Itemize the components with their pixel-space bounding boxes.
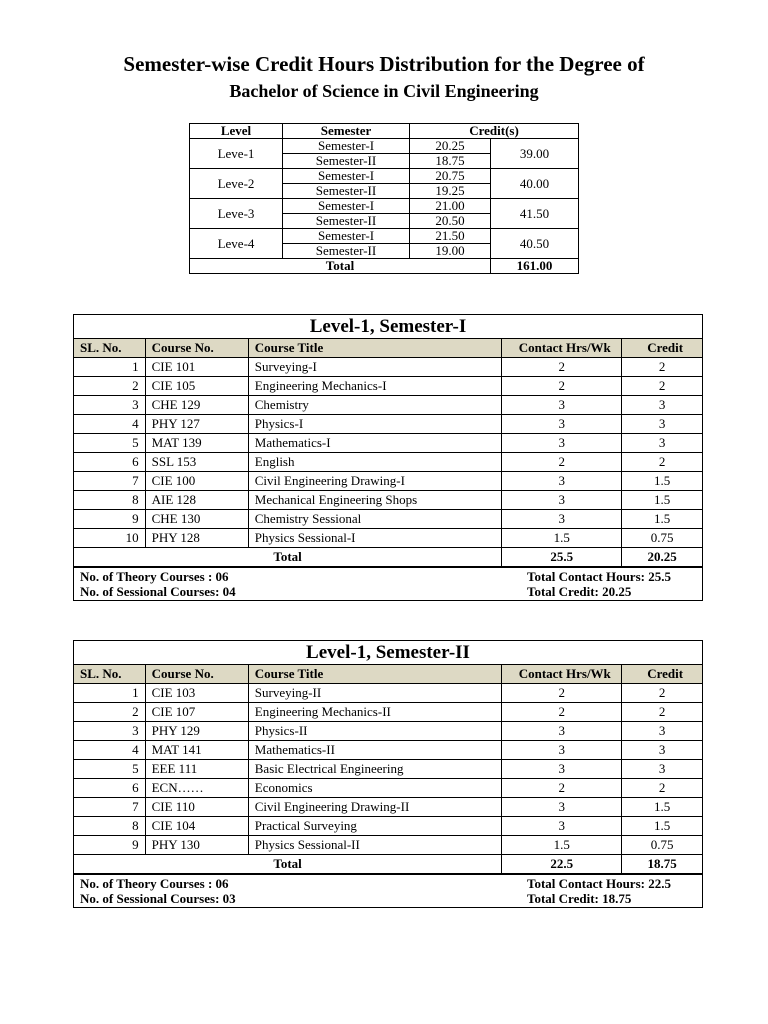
semester-footer <box>74 567 702 600</box>
credit: 1.5 <box>622 491 702 510</box>
total-hours: 22.5 <box>502 855 622 874</box>
total-credit-summary: Total Credit: 20.25 <box>527 584 632 599</box>
sl-no: 7 <box>74 798 145 817</box>
course-title: Chemistry <box>248 396 501 415</box>
credit: 2 <box>622 779 702 798</box>
table-row <box>74 779 702 798</box>
course-no: CIE 100 <box>145 472 248 491</box>
table-row <box>74 817 702 836</box>
course-no: CIE 105 <box>145 377 248 396</box>
summary-level-total: 40.00 <box>491 169 579 199</box>
table-row <box>74 434 702 453</box>
sl-no: 6 <box>74 453 145 472</box>
course-title: Mathematics-II <box>248 741 501 760</box>
header-credit: Credit <box>622 665 702 684</box>
sl-no: 2 <box>74 377 145 396</box>
sl-no: 5 <box>74 434 145 453</box>
credit: 2 <box>622 703 702 722</box>
header-contact-hrs: Contact Hrs/Wk <box>502 665 622 684</box>
summary-total-row <box>190 259 579 274</box>
theory-courses-count: No. of Theory Courses : 06 <box>80 876 229 891</box>
total-hours: 25.5 <box>502 548 622 567</box>
total-credit: 20.25 <box>622 548 702 567</box>
course-title: Surveying-I <box>248 358 501 377</box>
total-row <box>74 548 702 567</box>
semester-footer <box>74 874 702 907</box>
sl-no: 1 <box>74 684 145 703</box>
table-row <box>74 358 702 377</box>
sl-no: 10 <box>74 529 145 548</box>
contact-hours: 3 <box>502 722 622 741</box>
summary-semester-credit: 20.50 <box>410 214 491 229</box>
course-no: CIE 110 <box>145 798 248 817</box>
credit: 3 <box>622 396 702 415</box>
contact-hours: 3 <box>502 817 622 836</box>
contact-hours: 1.5 <box>502 836 622 855</box>
course-no: PHY 130 <box>145 836 248 855</box>
summary-row <box>190 199 579 214</box>
contact-hours: 3 <box>502 415 622 434</box>
table-row <box>74 491 702 510</box>
header-sl-no: SL. No. <box>74 339 145 358</box>
course-no: CIE 104 <box>145 817 248 836</box>
credit-summary-table <box>189 123 579 274</box>
course-table <box>74 665 702 874</box>
credit: 2 <box>622 377 702 396</box>
summary-semester: Semester-I <box>283 139 410 154</box>
contact-hours: 3 <box>502 472 622 491</box>
course-no: PHY 129 <box>145 722 248 741</box>
summary-level: Leve-1 <box>190 139 283 169</box>
course-title: Civil Engineering Drawing-I <box>248 472 501 491</box>
header-sl-no: SL. No. <box>74 665 145 684</box>
sessional-courses-count: No. of Sessional Courses: 03 <box>80 891 236 906</box>
course-title: Basic Electrical Engineering <box>248 760 501 779</box>
table-row <box>74 798 702 817</box>
credit: 0.75 <box>622 529 702 548</box>
credit: 1.5 <box>622 798 702 817</box>
course-header-row <box>74 339 702 358</box>
summary-level: Leve-3 <box>190 199 283 229</box>
course-no: AIE 128 <box>145 491 248 510</box>
course-table <box>74 339 702 567</box>
summary-semester: Semester-I <box>283 229 410 244</box>
credit: 2 <box>622 358 702 377</box>
credit: 3 <box>622 760 702 779</box>
sl-no: 3 <box>74 722 145 741</box>
sl-no: 9 <box>74 510 145 529</box>
summary-semester-credit: 19.00 <box>410 244 491 259</box>
sl-no: 4 <box>74 415 145 434</box>
summary-semester: Semester-II <box>283 244 410 259</box>
summary-semester: Semester-II <box>283 214 410 229</box>
credit: 3 <box>622 741 702 760</box>
contact-hours: 2 <box>502 377 622 396</box>
course-no: MAT 139 <box>145 434 248 453</box>
table-row <box>74 529 702 548</box>
credit: 1.5 <box>622 817 702 836</box>
contact-hours: 2 <box>502 453 622 472</box>
degree-subtitle: Bachelor of Science in Civil Engineering <box>229 81 539 101</box>
course-no: ECN…… <box>145 779 248 798</box>
summary-semester-credit: 18.75 <box>410 154 491 169</box>
course-no: MAT 141 <box>145 741 248 760</box>
course-no: PHY 128 <box>145 529 248 548</box>
header-credits: Credit(s) <box>410 124 579 139</box>
total-label: Total <box>74 855 502 874</box>
credit: 0.75 <box>622 836 702 855</box>
course-no: CIE 101 <box>145 358 248 377</box>
table-row <box>74 703 702 722</box>
summary-total-value: 161.00 <box>491 259 579 274</box>
contact-hours: 3 <box>502 741 622 760</box>
course-title: Physics Sessional-I <box>248 529 501 548</box>
table-row <box>74 453 702 472</box>
summary-total-label: Total <box>190 259 491 274</box>
theory-courses-count: No. of Theory Courses : 06 <box>80 569 229 584</box>
header-semester: Semester <box>283 124 410 139</box>
total-credit: 18.75 <box>622 855 702 874</box>
summary-level-total: 41.50 <box>491 199 579 229</box>
summary-semester: Semester-II <box>283 184 410 199</box>
summary-semester-credit: 19.25 <box>410 184 491 199</box>
contact-hours: 3 <box>502 510 622 529</box>
contact-hours: 2 <box>502 779 622 798</box>
sl-no: 8 <box>74 817 145 836</box>
course-title: Chemistry Sessional <box>248 510 501 529</box>
summary-semester-credit: 20.75 <box>410 169 491 184</box>
course-title: Physics-II <box>248 722 501 741</box>
course-no: EEE 111 <box>145 760 248 779</box>
summary-row <box>190 169 579 184</box>
course-no: SSL 153 <box>145 453 248 472</box>
course-title: Mechanical Engineering Shops <box>248 491 501 510</box>
sl-no: 3 <box>74 396 145 415</box>
table-row <box>74 741 702 760</box>
header-course-no: Course No. <box>145 665 248 684</box>
contact-hours: 1.5 <box>502 529 622 548</box>
course-title: English <box>248 453 501 472</box>
credit: 3 <box>622 722 702 741</box>
table-row <box>74 472 702 491</box>
semester-title: Level-1, Semester-II <box>74 641 702 665</box>
total-credit-summary: Total Credit: 18.75 <box>527 891 632 906</box>
credit: 3 <box>622 415 702 434</box>
course-title: Practical Surveying <box>248 817 501 836</box>
contact-hours: 3 <box>502 760 622 779</box>
sl-no: 2 <box>74 703 145 722</box>
table-row <box>74 415 702 434</box>
credit: 3 <box>622 434 702 453</box>
summary-semester: Semester-I <box>283 199 410 214</box>
total-label: Total <box>74 548 502 567</box>
course-title: Physics-I <box>248 415 501 434</box>
summary-level: Leve-2 <box>190 169 283 199</box>
sl-no: 7 <box>74 472 145 491</box>
summary-level: Leve-4 <box>190 229 283 259</box>
course-no: PHY 127 <box>145 415 248 434</box>
course-no: CIE 107 <box>145 703 248 722</box>
credit: 1.5 <box>622 510 702 529</box>
sessional-courses-count: No. of Sessional Courses: 04 <box>80 584 236 599</box>
document-title: Semester-wise Credit Hours Distribution for the Degree of <box>123 52 645 76</box>
summary-semester-credit: 20.25 <box>410 139 491 154</box>
table-row <box>74 377 702 396</box>
table-row <box>74 760 702 779</box>
contact-hours: 2 <box>502 358 622 377</box>
summary-row <box>190 229 579 244</box>
total-contact-hours: Total Contact Hours: 22.5 <box>527 876 671 891</box>
course-title: Mathematics-I <box>248 434 501 453</box>
table-row <box>74 396 702 415</box>
contact-hours: 2 <box>502 684 622 703</box>
credit: 1.5 <box>622 472 702 491</box>
semester-1-table <box>73 314 703 601</box>
table-row <box>74 722 702 741</box>
table-row <box>74 836 702 855</box>
summary-level-total: 39.00 <box>491 139 579 169</box>
course-title: Engineering Mechanics-I <box>248 377 501 396</box>
sl-no: 5 <box>74 760 145 779</box>
header-contact-hrs: Contact Hrs/Wk <box>502 339 622 358</box>
summary-header-row <box>190 124 579 139</box>
summary-row <box>190 139 579 154</box>
sl-no: 8 <box>74 491 145 510</box>
course-no: CHE 129 <box>145 396 248 415</box>
summary-semester: Semester-II <box>283 154 410 169</box>
table-row <box>74 684 702 703</box>
credit: 2 <box>622 684 702 703</box>
contact-hours: 3 <box>502 434 622 453</box>
header-credit: Credit <box>622 339 702 358</box>
course-no: CIE 103 <box>145 684 248 703</box>
sl-no: 6 <box>74 779 145 798</box>
header-course-title: Course Title <box>248 339 501 358</box>
sl-no: 4 <box>74 741 145 760</box>
course-title: Surveying-II <box>248 684 501 703</box>
contact-hours: 3 <box>502 396 622 415</box>
credit: 2 <box>622 453 702 472</box>
header-course-title: Course Title <box>248 665 501 684</box>
course-no: CHE 130 <box>145 510 248 529</box>
summary-level-total: 40.50 <box>491 229 579 259</box>
total-row <box>74 855 702 874</box>
sl-no: 1 <box>74 358 145 377</box>
contact-hours: 3 <box>502 798 622 817</box>
header-course-no: Course No. <box>145 339 248 358</box>
total-contact-hours: Total Contact Hours: 25.5 <box>527 569 671 584</box>
course-title: Engineering Mechanics-II <box>248 703 501 722</box>
semester-title: Level-1, Semester-I <box>74 315 702 339</box>
summary-semester-credit: 21.00 <box>410 199 491 214</box>
semester-2-table <box>73 640 703 908</box>
summary-semester-credit: 21.50 <box>410 229 491 244</box>
contact-hours: 2 <box>502 703 622 722</box>
header-level: Level <box>190 124 283 139</box>
summary-semester: Semester-I <box>283 169 410 184</box>
course-title: Physics Sessional-II <box>248 836 501 855</box>
course-title: Civil Engineering Drawing-II <box>248 798 501 817</box>
contact-hours: 3 <box>502 491 622 510</box>
table-row <box>74 510 702 529</box>
course-title: Economics <box>248 779 501 798</box>
sl-no: 9 <box>74 836 145 855</box>
course-header-row <box>74 665 702 684</box>
